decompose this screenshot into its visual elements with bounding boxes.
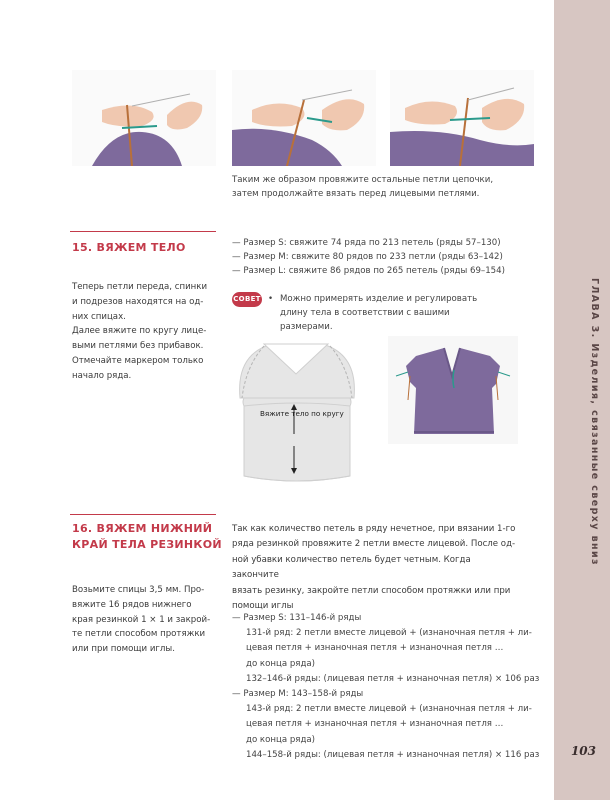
tip-bullet: • bbox=[268, 294, 274, 304]
tip-text: Можно примерять изделие и регулировать длину тела в соответствии с вашими размерами. bbox=[280, 294, 478, 332]
section-16-title-line: КРАЙ ТЕЛА РЕЗИНКОЙ bbox=[72, 538, 222, 551]
photo-caption: Таким же образом провяжите остальные петли цепочки, затем продолжайте вязать перед лицевыми петлями. bbox=[232, 175, 494, 199]
section-15-body-line: выми петлями без прибавок. bbox=[72, 341, 204, 352]
tip-badge: СОВЕТ bbox=[232, 292, 262, 307]
section-16-title bbox=[72, 521, 222, 553]
chapter-title-vertical bbox=[582, 278, 602, 566]
section-16-paragraph bbox=[232, 522, 520, 614]
section-15-rule bbox=[70, 231, 216, 232]
section-16-body-line: края резинкой 1 × 1 и закрой- bbox=[72, 614, 211, 625]
section-16-rule bbox=[70, 514, 216, 515]
paragraph-line: ряда резинкой провяжите 2 петли вместе лицевой. После од- bbox=[232, 539, 516, 550]
section-16-body-line: или при помощи иглы. bbox=[72, 644, 175, 655]
knitting-step-photo-3 bbox=[390, 70, 534, 166]
size-item: — Размер S: свяжите 74 ряда по 213 петель (ряды 57–130) bbox=[232, 238, 501, 248]
knitting-step-photo-2 bbox=[232, 70, 376, 166]
section-15-title: 15. ВЯЖЕМ ТЕЛО bbox=[72, 241, 186, 254]
size-item: — Размер L: свяжите 86 рядов по 265 петель (ряды 69–154) bbox=[232, 266, 505, 277]
knitted-body-photo bbox=[388, 336, 518, 444]
section-15-body-line: них спицах. bbox=[72, 311, 126, 322]
chapter-title: ГЛАВА 3. Изделия, связанные сверху вниз bbox=[589, 278, 600, 566]
section-15-body bbox=[72, 280, 222, 384]
rib-line: — Размер S: 131–146-й ряды bbox=[232, 613, 362, 623]
section-16-body-line: Возьмите спицы 3,5 мм. Про- bbox=[72, 585, 205, 595]
page-number: 103 bbox=[570, 744, 596, 758]
rib-line: 144–158-й ряды: (лицевая петля + изнаночная петля) × 116 раз bbox=[246, 749, 540, 760]
chapter-sidebar bbox=[554, 0, 610, 800]
rib-line: — Размер M: 143–158-й ряды bbox=[232, 689, 364, 700]
section-15-body-line: и подрезов находятся на од- bbox=[72, 296, 204, 307]
rib-instructions bbox=[232, 611, 540, 763]
rib-line: цевая петля + изнаночная петля + изнаночная петля … bbox=[246, 643, 504, 654]
size-list bbox=[232, 236, 505, 279]
section-16-title-line: 16. ВЯЖЕМ НИЖНИЙ bbox=[72, 522, 213, 535]
section-15-body-line: Отмечайте маркером только bbox=[72, 355, 204, 366]
section-16-body bbox=[72, 583, 222, 657]
paragraph-line: ной убавки количество петель будет четным. Когда закончите bbox=[232, 554, 471, 581]
rib-line: до конца ряда) bbox=[246, 734, 316, 745]
section-16-body-line: те петли способом протяжки bbox=[72, 629, 206, 640]
rib-line: 143-й ряд: 2 петли вместе лицевой + (изнаночная петля + ли- bbox=[246, 704, 532, 715]
diagram-label: Вяжите тело по кругу bbox=[260, 409, 344, 418]
paragraph-line: Так как количество петель в ряду нечетное, при вязании 1-го bbox=[232, 524, 516, 534]
rib-line: 132–146-й ряды: (лицевая петля + изнаночная петля) × 106 раз bbox=[246, 673, 540, 684]
rib-line: 131-й ряд: 2 петли вместе лицевой + (изнаночная петля + ли- bbox=[246, 628, 532, 639]
section-15-body-line: Теперь петли переда, спинки bbox=[72, 282, 208, 292]
section-15-body-line: начало ряда. bbox=[72, 370, 132, 381]
section-15-body-line: Далее вяжите по кругу лице- bbox=[72, 326, 207, 337]
paragraph-line: помощи иглы bbox=[232, 601, 294, 612]
rib-line: до конца ряда) bbox=[246, 658, 316, 669]
rib-line: цевая петля + изнаночная петля + изнаночная петля … bbox=[246, 719, 504, 730]
section-16-body-line: вяжите 16 рядов нижнего bbox=[72, 599, 192, 610]
paragraph-line: вязать резинку, закройте петли способом протяжки или при bbox=[232, 585, 511, 596]
tip-text-block bbox=[268, 292, 498, 334]
knitting-step-photo-1 bbox=[72, 70, 216, 166]
size-item: — Размер M: свяжите 80 рядов по 233 петли (ряды 63–142) bbox=[232, 252, 503, 263]
